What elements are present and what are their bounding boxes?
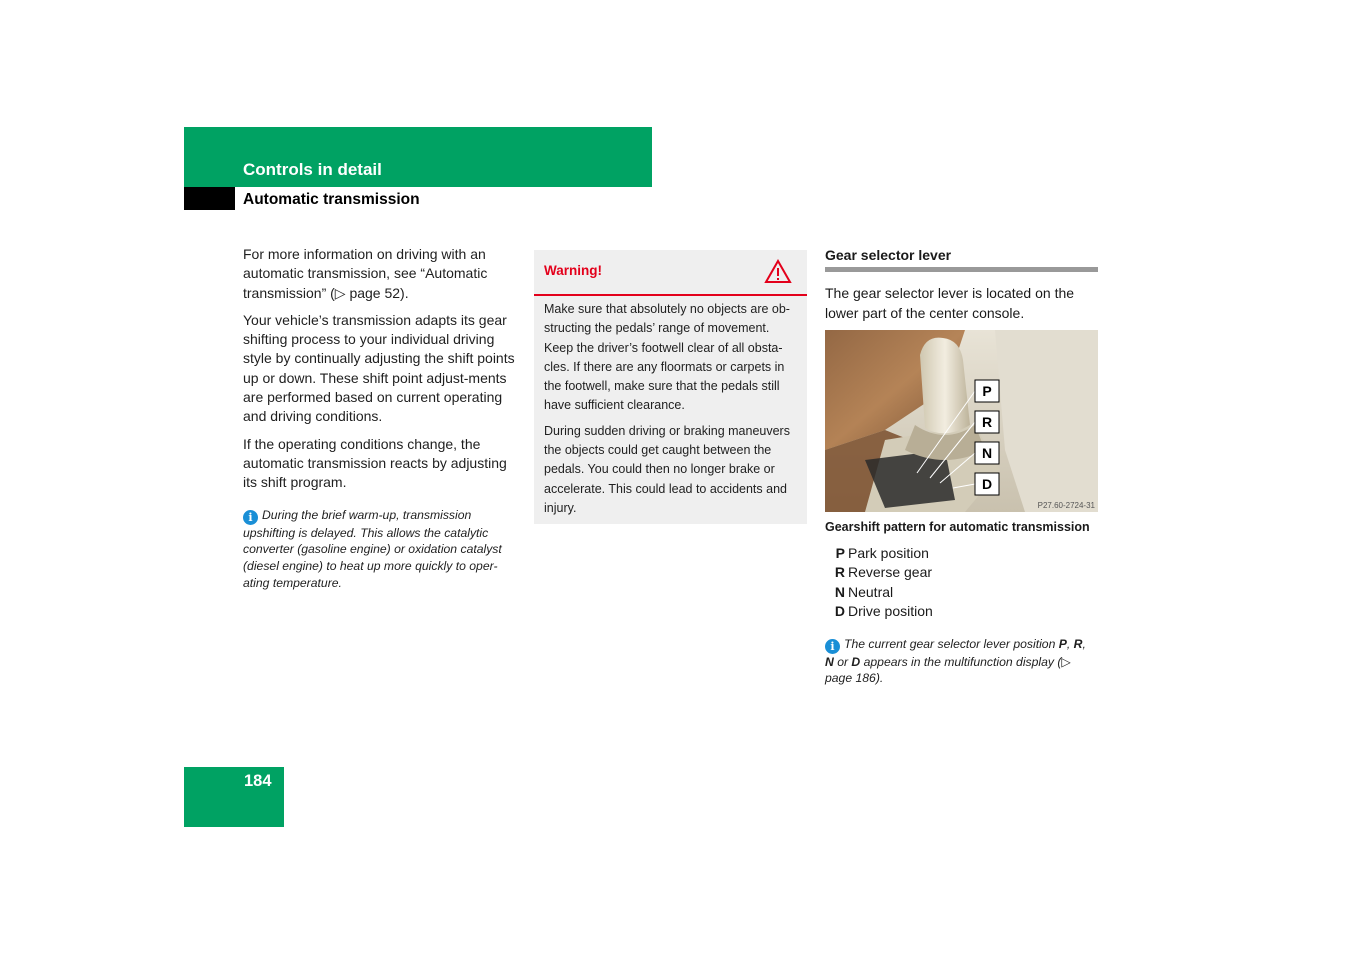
gear-position-d: D Drive position (834, 603, 933, 620)
adaptation-paragraph: Your vehicle’s transmission adapts its gear shifting process to your individual driving style by continually adjusting the shift points up or down. These shift point adjust-ments are performed based on current operating and driving conditions. (243, 311, 515, 425)
photo-caption: Gearshift pattern for automatic transmission (825, 520, 1090, 534)
warmup-note (243, 507, 519, 592)
gear-position-n: N Neutral (834, 583, 894, 600)
page-number-box (184, 767, 284, 827)
gear-position-list (825, 544, 1098, 622)
page-title: Automatic transmission (243, 191, 420, 208)
warning-box (534, 250, 807, 524)
left-column (243, 245, 519, 592)
photo-label-p: P (982, 383, 992, 399)
warning-header (534, 250, 807, 296)
warning-title: Warning! (544, 263, 602, 278)
section-marker-tab (184, 187, 235, 210)
warning-body (534, 296, 807, 518)
info-icon: i (825, 639, 840, 654)
warning-triangle-icon (764, 259, 792, 284)
warning-paragraph-2: During sudden driving or braking maneuvers the objects could get caught between the pedals. You could then no longer brake or accelerate. This could lead to accidents and injury. (544, 423, 790, 515)
section-title: Controls in detail (243, 160, 382, 179)
photo-label-r: R (981, 414, 993, 430)
gear-selector-photo (825, 330, 1098, 512)
page-number: 184 (244, 772, 272, 790)
gear-position-p: P Park position (835, 545, 929, 561)
photo-code: P27.60-2724-31 (1037, 501, 1095, 510)
conditions-paragraph: If the operating conditions change, the automatic transmission reacts by adjusting its shift program. (243, 435, 507, 491)
photo-label-n: N (981, 445, 993, 461)
gear-position-r: R Reverse gear (834, 564, 933, 581)
gear-selector-heading: Gear selector lever (825, 245, 1098, 272)
photo-label-d: D (981, 476, 993, 492)
right-column (825, 245, 1098, 687)
gear-display-note: i The current gear selector lever position P, R, N or D appears in the multifunction display (▷ page 186). (825, 636, 1086, 686)
info-icon: i (243, 510, 258, 525)
gear-selector-intro: The gear selector lever is located on the lower part of the center console. (825, 285, 1075, 321)
warning-paragraph-1: Make sure that absolutely no objects are ob-structing the pedals’ range of movement. Keep the driver’s footwell clear of all obsta-cles. If there are any floormats or carpets in the footwell, make sure that the pedals still have sufficient clearance. (544, 302, 790, 413)
warmup-note-text: During the brief warm-up, transmission upshifting is delayed. This allows the catalytic converter (gasoline engine) or oxidation catalyst (diesel engine) to heat up more quickly to oper-ating temperature. (243, 507, 502, 590)
intro-paragraph: For more information on driving with an automatic transmission, see “Automatic transmission” (▷ page 52). (243, 246, 488, 301)
